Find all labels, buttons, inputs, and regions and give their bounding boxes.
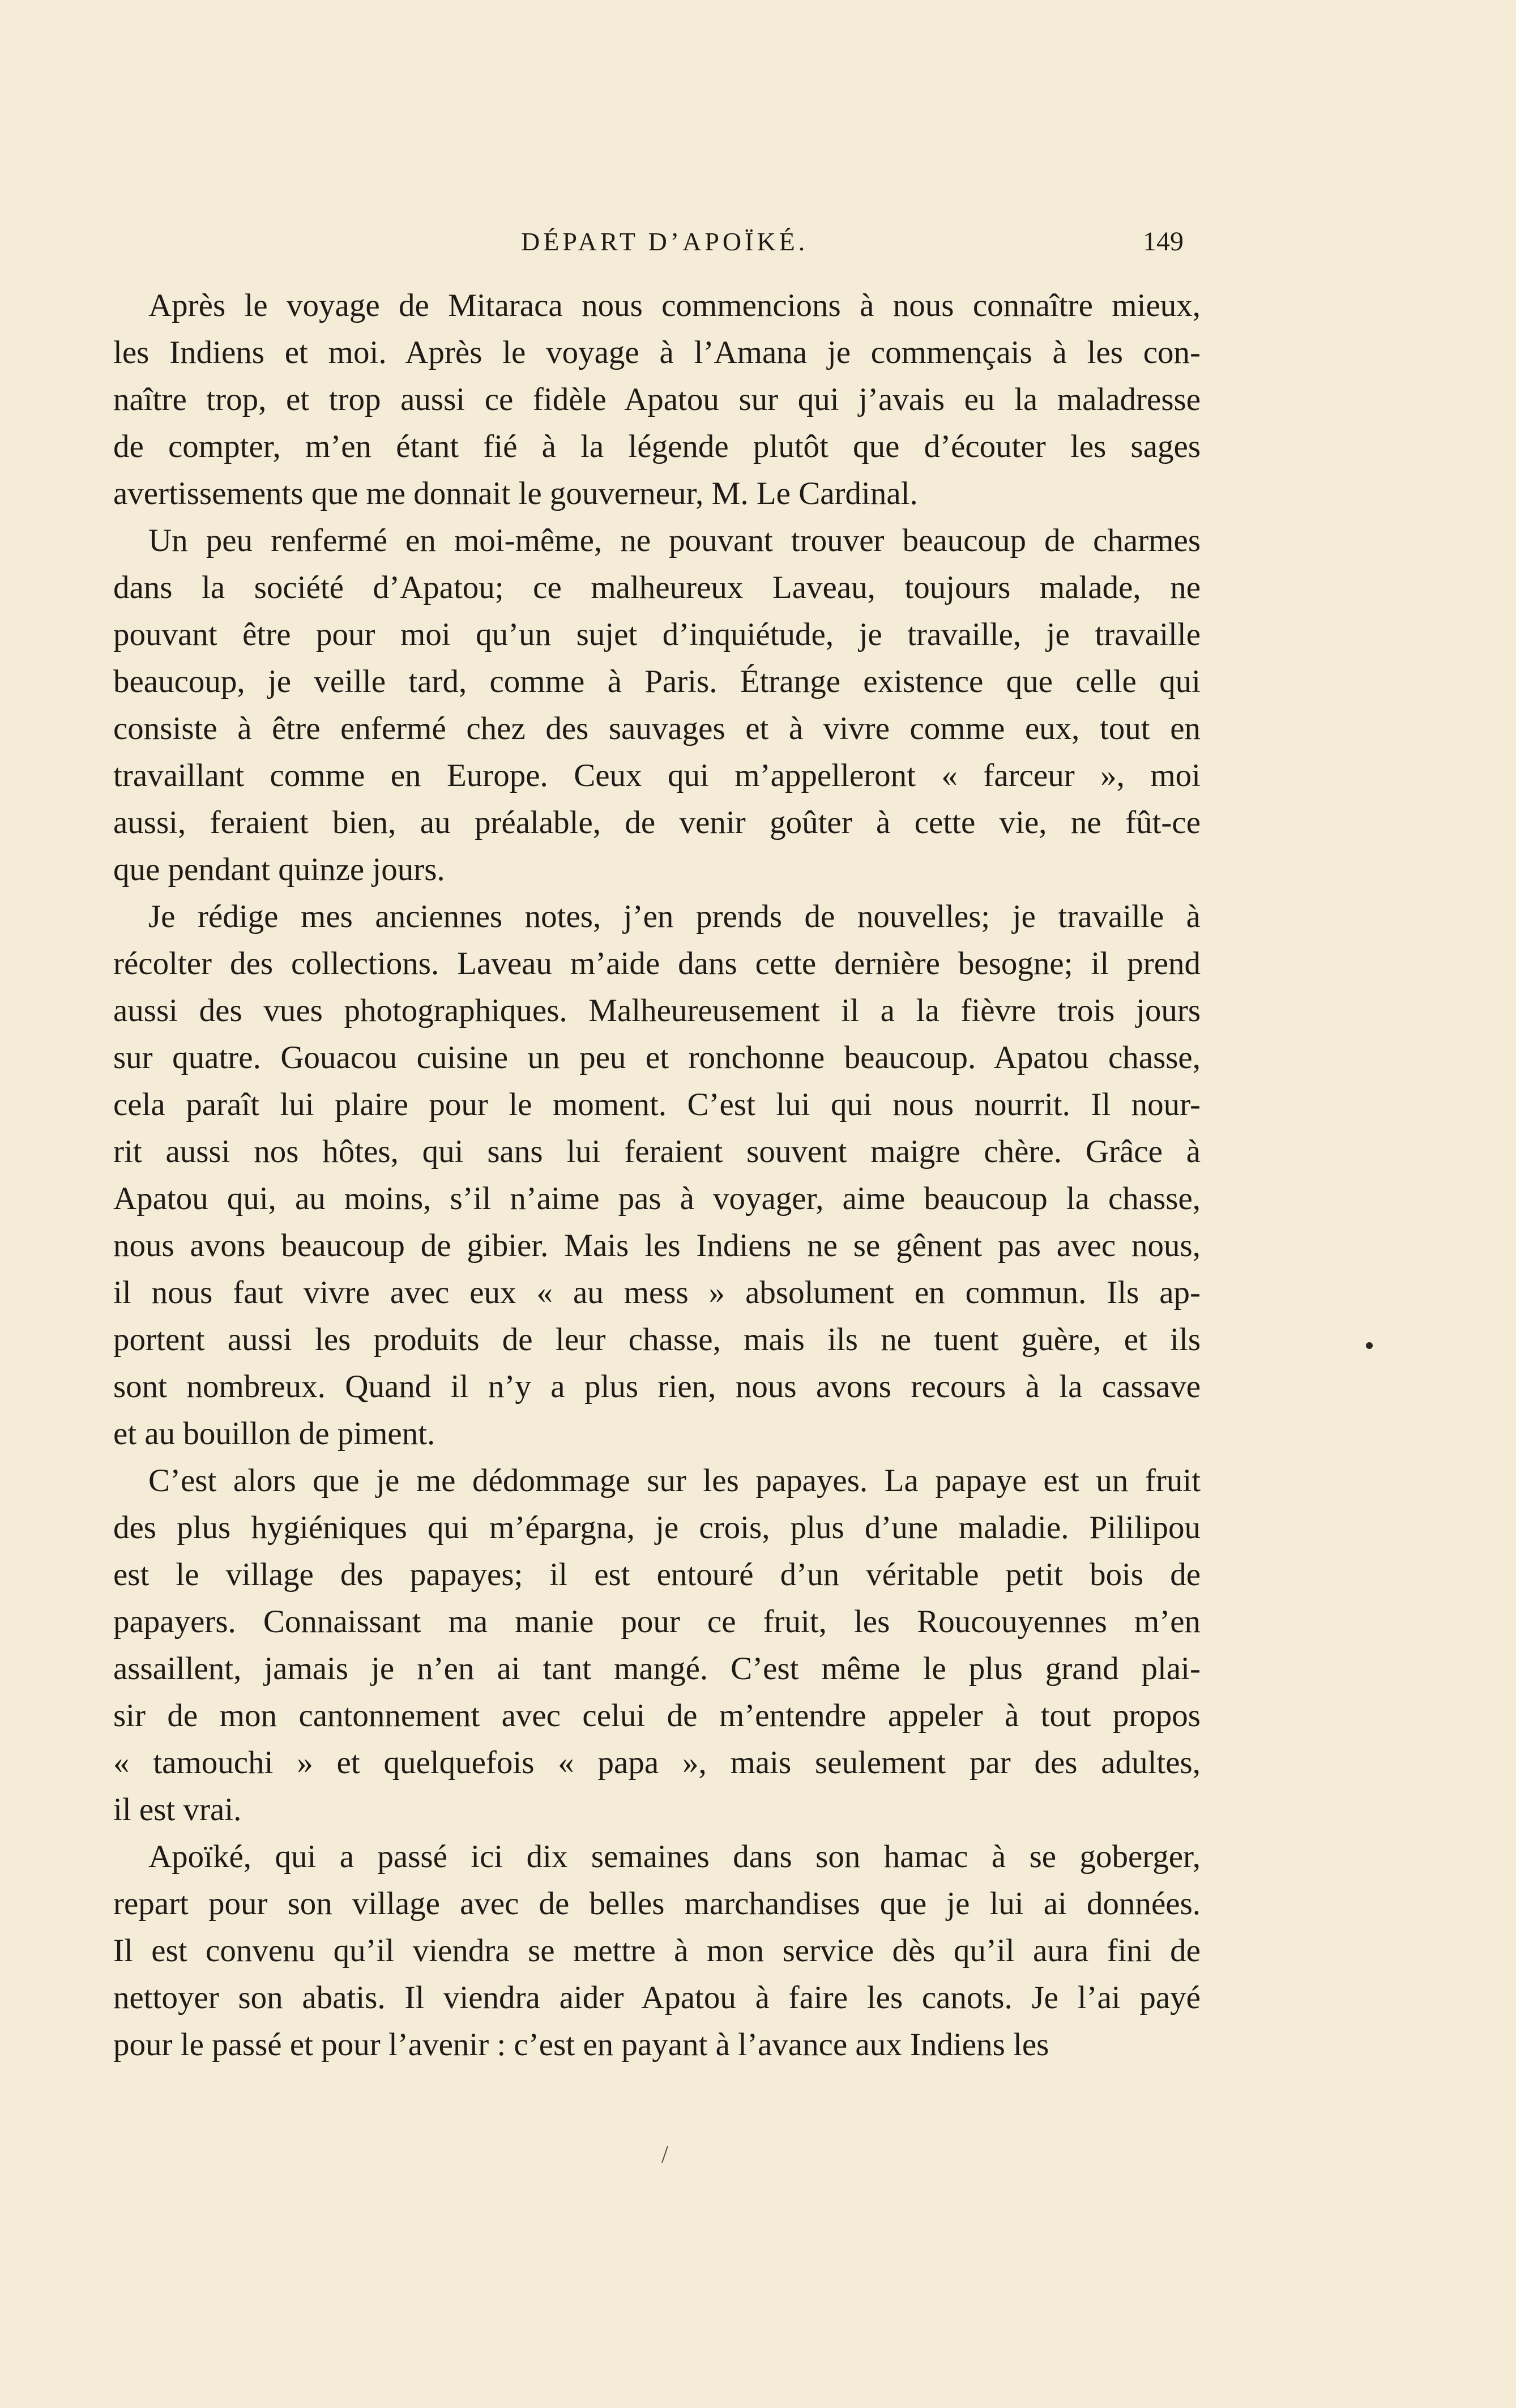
text-line: consiste à être enfermé chez des sauvages et à vivre comme eux, tout en [113,711,1201,746]
text-line: nettoyer son abatis. Il viendra aider Apatou à faire les canots. Je l’ai payé [113,1980,1201,2016]
text-line: Un peu renfermé en moi-même, ne pouvant trouver beaucoup de charmes [148,523,1201,558]
text-line: naître trop, et trop aussi ce fidèle Apatou sur qui j’avais eu la maladresse [113,382,1201,417]
footer-mark: / [661,2140,669,2168]
text-line: est le village des papayes; il est entouré d’un véritable petit bois de [113,1557,1201,1592]
text-line: Apoïké, qui a passé ici dix semaines dans son hamac à se goberger, [148,1839,1201,1875]
text-line: C’est alors que je me dédommage sur les papayes. La papaye est un fruit [148,1463,1201,1498]
text-line: portent aussi les produits de leur chasse, mais ils ne tuent guère, et ils [113,1322,1201,1357]
text-line: récolter des collections. Laveau m’aide dans cette dernière besogne; il prend [113,946,1201,981]
text-line: que pendant quinze jours. [113,852,445,887]
paragraph [113,893,1201,1457]
text-line: Apatou qui, au moins, s’il n’aime pas à voyager, aime beaucoup la chasse, [113,1181,1201,1216]
text-line: avertissements que me donnait le gouverneur, M. Le Cardinal. [113,476,918,511]
text-line: assaillent, jamais je n’en ai tant mangé. C’est même le plus grand plai- [113,1651,1201,1687]
text-line: il est vrai. [113,1792,242,1828]
paragraph [113,517,1201,893]
text-line: de compter, m’en étant fié à la légende plutôt que d’écouter les sages [113,429,1201,464]
text-line: les Indiens et moi. Après le voyage à l’Amana je commençais à les con- [113,335,1201,370]
text-line: sir de mon cantonnement avec celui de m’entendre appeler à tout propos [113,1698,1201,1734]
text-line: cela paraît lui plaire pour le moment. C’est lui qui nous nourrit. Il nour- [113,1087,1201,1122]
text-line: et au bouillon de piment. [113,1416,435,1451]
text-line: beaucoup, je veille tard, comme à Paris. Étrange existence que celle qui [113,664,1201,699]
text-line: travaillant comme en Europe. Ceux qui m’appelleront « farceur », moi [113,758,1201,793]
text-line: Je rédige mes anciennes notes, j’en prends de nouvelles; je travaille à [148,899,1201,934]
body-text [113,282,1201,2068]
paragraph [113,1833,1201,2068]
text-line: pouvant être pour moi qu’un sujet d’inquiétude, je travaille, je travaille [113,617,1201,652]
text-line: repart pour son village avec de belles marchandises que je lui ai données. [113,1886,1201,1922]
paragraph [113,1457,1201,1833]
text-line: rit aussi nos hôtes, qui sans lui feraient souvent maigre chère. Grâce à [113,1134,1201,1169]
text-line: « tamouchi » et quelquefois « papa », mais seulement par des adultes, [113,1745,1201,1781]
text-line: aussi, feraient bien, au préalable, de venir goûter à cette vie, ne fût-ce [113,805,1201,840]
page-header [113,222,1184,262]
text-line: sont nombreux. Quand il n’y a plus rien, nous avons recours à la cassave [113,1369,1201,1404]
text-line: nous avons beaucoup de gibier. Mais les Indiens ne se gênent pas avec nous, [113,1228,1201,1263]
text-line: sur quatre. Gouacou cuisine un peu et ronchonne beaucoup. Apatou chasse, [113,1040,1201,1075]
text-line: papayers. Connaissant ma manie pour ce fruit, les Roucouyennes m’en [113,1604,1201,1640]
ink-speck [1366,1342,1373,1349]
paragraph [113,282,1201,517]
text-line: des plus hygiéniques qui m’épargna, je crois, plus d’une maladie. Pililipou [113,1510,1201,1545]
text-line: pour le passé et pour l’avenir : c’est en payant à l’avance aux Indiens les [113,2027,1049,2063]
text-line: Il est convenu qu’il viendra se mettre à mon service dès qu’il aura fini de [113,1933,1201,1969]
running-title: DÉPART D’APOÏKÉ. [521,227,809,256]
text-line: il nous faut vivre avec eux « au mess » absolument en commun. Ils ap- [113,1275,1201,1310]
text-line: Après le voyage de Mitaraca nous commencions à nous connaître mieux, [148,288,1201,323]
text-line: dans la société d’Apatou; ce malheureux Laveau, toujours malade, ne [113,570,1201,605]
page-number: 149 [1143,227,1184,257]
text-line: aussi des vues photographiques. Malheureusement il a la fièvre trois jours [113,993,1201,1028]
